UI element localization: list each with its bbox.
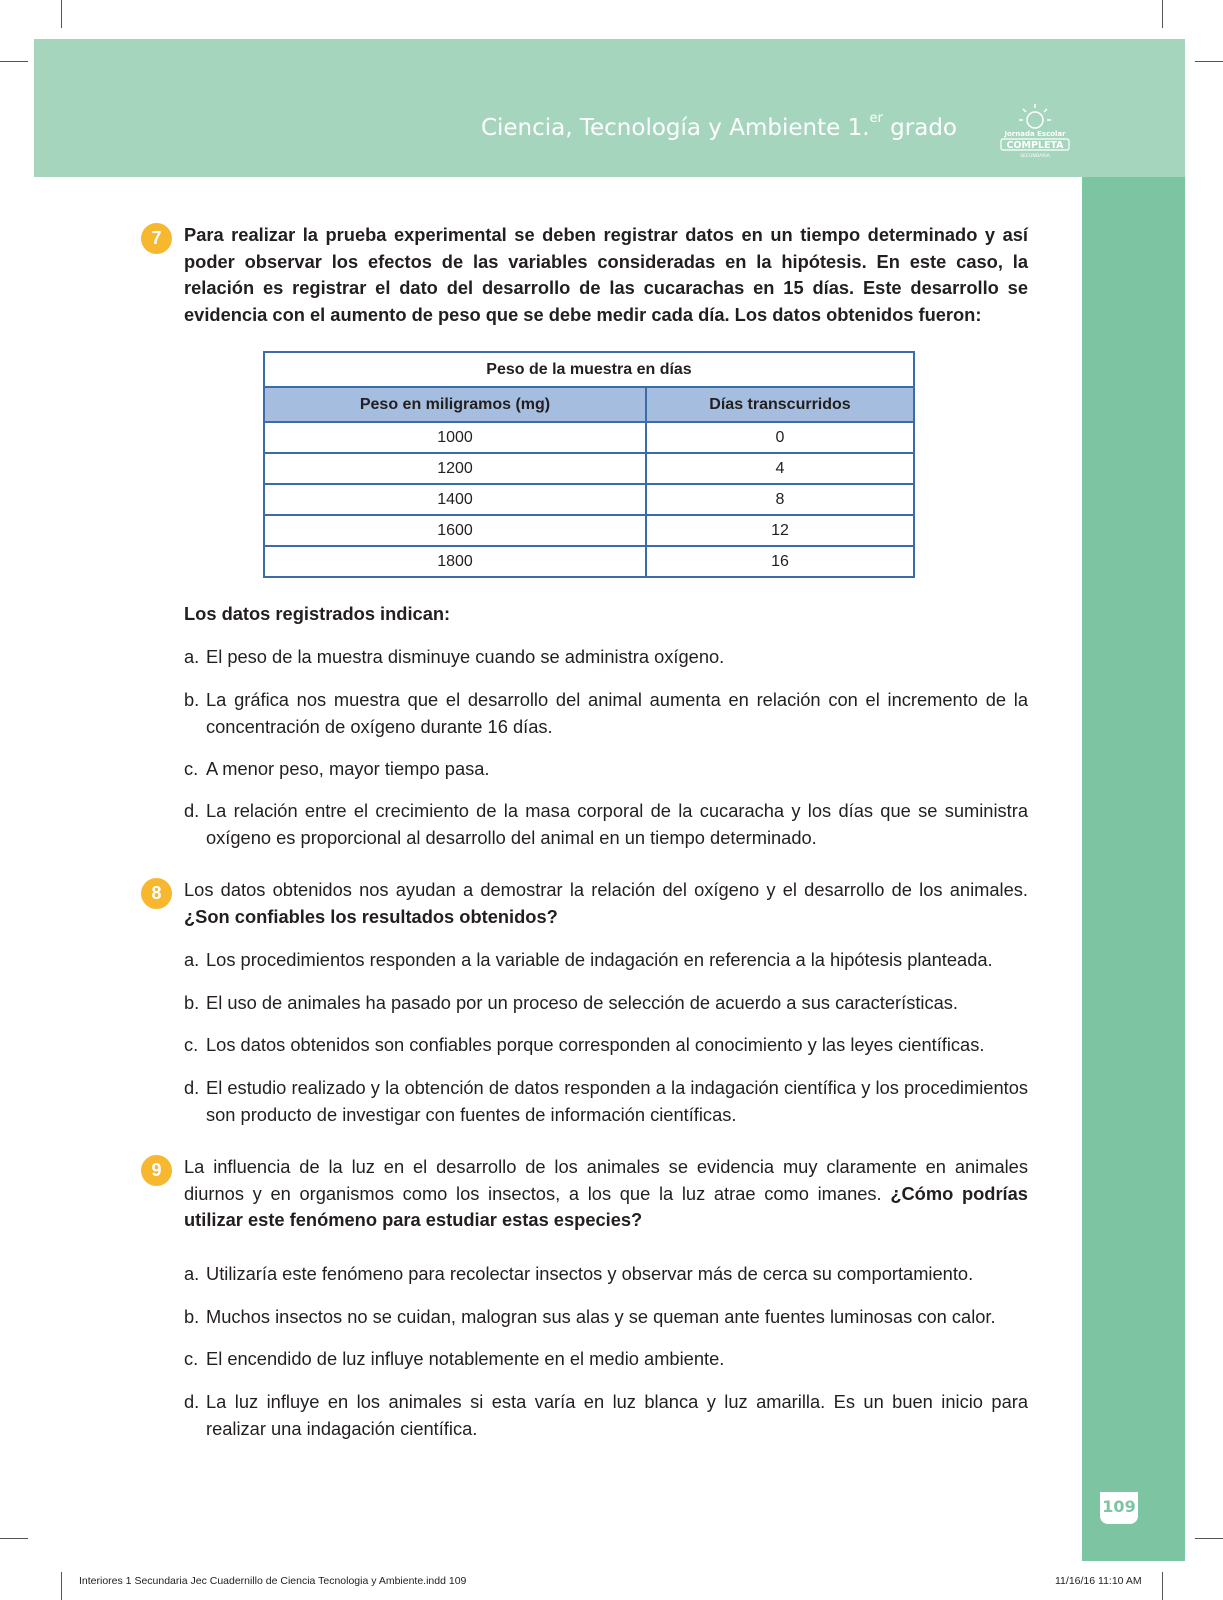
data-table [263,351,915,578]
table-row [264,484,914,515]
logo-text-line1: Jornada Escolar [1004,130,1066,138]
table-header-dias: Días transcurridos [646,387,914,422]
logo-text-line3: SECUNDARIA [1020,154,1050,159]
question-8-question: ¿Son confiables los resultados obtenidos? [184,905,558,927]
answer-option [184,947,1028,974]
option-letter: a. [184,949,200,970]
table-cell-dias: 12 [646,515,914,546]
question-9-text [184,1154,1028,1234]
table-cell-peso: 1800 [264,546,646,577]
crop-mark [1162,1572,1163,1600]
option-text: Utilizaría este fenómeno para recolectar insectos y observar más de cerca su comportamiento. [206,1263,974,1284]
option-text: El peso de la muestra disminuye cuando se administra oxígeno. [206,646,725,667]
option-text: La gráfica nos muestra que el desarrollo del animal aumenta en relación con el incremento de la concentración de oxígeno durante 16 días. [206,689,1028,737]
crop-mark [0,1538,28,1539]
question-7-text: Para realizar la prueba experimental se deben registrar datos en un tiempo determinado y así poder observar los efectos de las variables consideradas en la hipótesis. En este caso, la relación es registrar el dato del desarrollo de las cucarachas en 15 días. Este desarrollo se evidencia con el aumento de peso que se debe medir cada día. Los datos obtenidos fueron: [184,224,1028,325]
option-text: Muchos insectos no se cuidan, malogran sus alas y se queman ante fuentes luminosas con calor. [206,1306,996,1327]
answer-option [184,1346,1028,1373]
option-text: El encendido de luz influye notablemente en el medio ambiente. [206,1348,725,1369]
answer-option [184,687,1028,740]
option-text: Los procedimientos responden a la variable de indagación en referencia a la hipótesis planteada. [206,949,993,970]
option-letter: a. [184,1263,200,1284]
option-letter: c. [184,758,199,779]
logo-text-line2: COMPLETA [1006,140,1064,151]
option-text: La relación entre el crecimiento de la masa corporal de la cucaracha y los días que se suministra oxígeno es proporcional al desarrollo del animal en un tiempo determinado. [206,800,1028,848]
answer-option [184,1075,1028,1128]
answer-option [184,1032,1028,1059]
option-letter: d. [184,1077,200,1098]
table-cell-dias: 0 [646,422,914,453]
answer-option [184,1389,1028,1442]
answer-option [184,798,1028,851]
crop-mark [61,1572,62,1600]
question-8-statement: Los datos obtenidos nos ayudan a demostrar la relación del oxígeno y el desarrollo de los animales. [184,879,1028,900]
question-number-badge: 9 [141,1155,172,1186]
table-cell-peso: 1200 [264,453,646,484]
question-9-statement: La influencia de la luz en el desarrollo de los animales se evidencia muy claramente en animales diurnos y en organismos como los insectos, a los que la luz atrae como imanes. [184,1156,1028,1204]
option-letter: d. [184,1391,200,1412]
footer-datetime: 11/16/16 11:10 AM [1055,1575,1142,1587]
option-letter: b. [184,992,200,1013]
crop-mark [1195,1538,1223,1539]
header-title-sup: er [869,111,883,127]
option-text: La luz influye en los animales si esta varía en luz blanca y luz amarilla. Es un buen inicio para realizar una indagación científica. [206,1391,1028,1439]
option-text: Los datos obtenidos son confiables porque corresponden al conocimiento y las leyes científicas. [206,1034,985,1055]
question-number-badge: 8 [141,878,172,909]
footer-file-info: Interiores 1 Secundaria Jec Cuadernillo de Ciencia Tecnologia y Ambiente.indd 109 [79,1575,467,1587]
table-cell-dias: 4 [646,453,914,484]
question-7-subtitle: Los datos registrados indican: [184,603,451,624]
table-title: Peso de la muestra en días [264,352,914,387]
answer-option [184,756,1028,783]
header-title-main: Ciencia, Tecnología y Ambiente 1. [480,115,870,141]
option-text: A menor peso, mayor tiempo pasa. [206,758,490,779]
question-number-badge: 7 [141,223,172,254]
answer-option [184,1304,1028,1331]
table-cell-peso: 1600 [264,515,646,546]
table-row [264,546,914,577]
option-letter: a. [184,646,200,667]
crop-mark [61,0,62,28]
option-text: El uso de animales ha pasado por un proceso de selección de acuerdo a sus características. [206,992,959,1013]
crop-mark [0,61,28,62]
table-cell-dias: 16 [646,546,914,577]
answer-option [184,1261,1028,1288]
question-9-question: ¿Cómo podrías utilizar este fenómeno para estudiar estas especies? [184,1182,1028,1231]
option-letter: c. [184,1034,199,1055]
page-header-title [480,111,957,141]
header-title-end: grado [882,115,957,141]
table-cell-peso: 1400 [264,484,646,515]
answer-option [184,990,1028,1017]
side-band [1082,177,1185,1561]
option-letter: d. [184,800,200,821]
crop-mark [1162,0,1163,28]
table-cell-dias: 8 [646,484,914,515]
jornada-escolar-logo [995,100,1075,160]
table-row [264,453,914,484]
option-letter: b. [184,1306,200,1327]
table-row [264,515,914,546]
page-number: 109 [1100,1492,1138,1524]
answer-option [184,644,1028,671]
question-8-text [184,877,1028,930]
table-header-peso: Peso en miligramos (mg) [264,387,646,422]
crop-mark [1195,61,1223,62]
table-row [264,422,914,453]
option-letter: b. [184,689,200,710]
table-cell-peso: 1000 [264,422,646,453]
option-text: El estudio realizado y la obtención de datos responden a la indagación científica y los procedimientos son producto de investigar con fuentes de información científicas. [206,1077,1028,1125]
option-letter: c. [184,1348,199,1369]
